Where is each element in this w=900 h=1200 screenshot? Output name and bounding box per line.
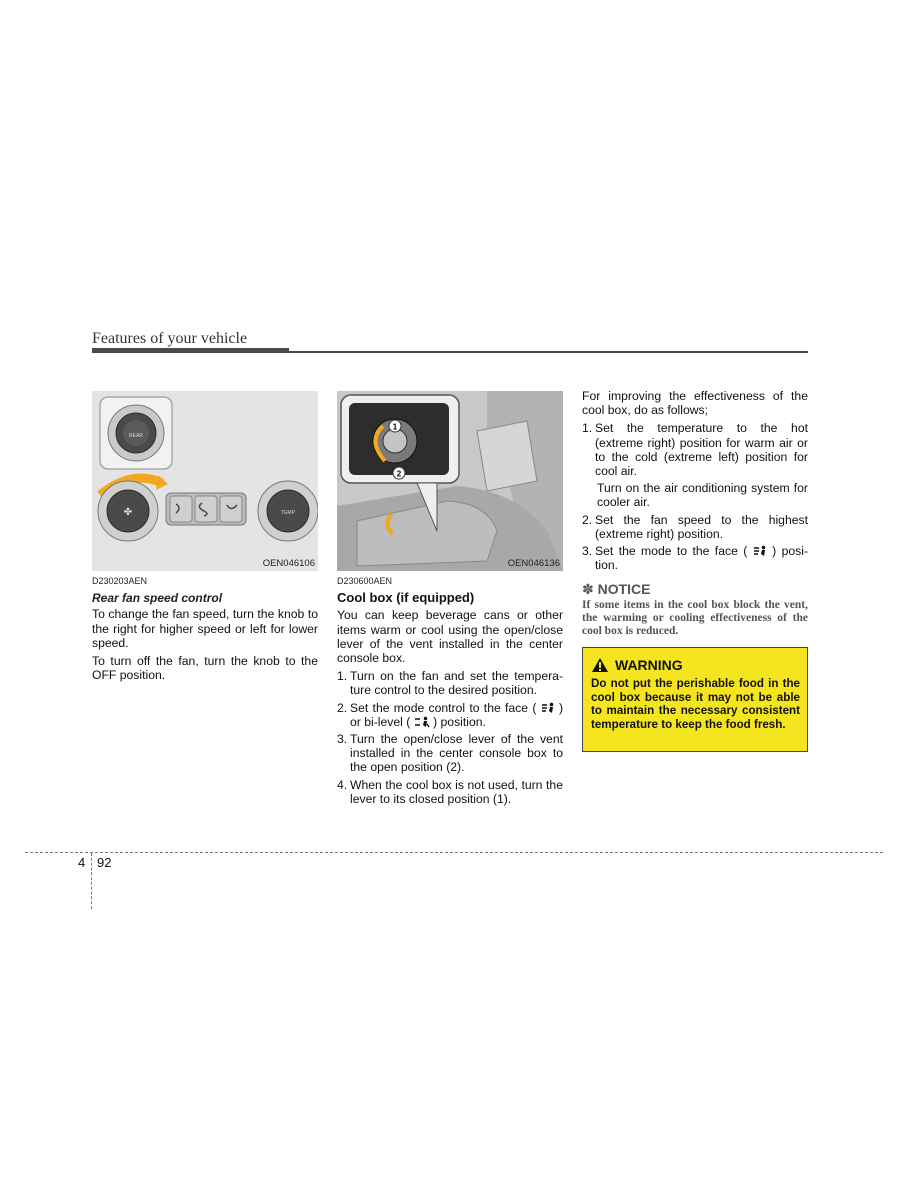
face-mode-icon: [541, 702, 555, 714]
middle-column: [337, 574, 563, 809]
paragraph: To change the fan speed, turn the knob to the right for higher speed or left for lower speed.: [92, 607, 318, 650]
warning-box: [582, 647, 808, 752]
cool-box-heading: Cool box (if equipped): [337, 590, 475, 606]
footer-vertical-rule: [91, 853, 92, 909]
page-number: 92: [97, 855, 112, 870]
cool-box-illustration: [337, 391, 563, 571]
step-note: Turn on the air conditioning system for cooler air.: [597, 481, 808, 510]
rear-climate-panel-illustration: [92, 391, 318, 571]
face-mode-icon: [753, 545, 767, 557]
rear-fan-heading: Rear fan speed control: [92, 591, 223, 606]
figure-code-middle: OEN046136: [507, 558, 560, 569]
step-item: 4. When the cool box is not used, turn the lever to its closed position (1).: [337, 777, 563, 806]
ref-code-middle: D230600AEN: [337, 576, 393, 586]
callout-1: 1: [392, 422, 398, 432]
step-item: 2. Set the fan speed to the highest (extreme right) position.: [582, 512, 808, 541]
intro-paragraph: You can keep beverage cans or other items warm or cool using the open/close lever of the vent installed in the center console box.: [337, 608, 563, 666]
warning-triangle-icon: [591, 657, 609, 673]
paragraph: To turn off the fan, turn the knob to the OFF position.: [92, 654, 318, 683]
bi-level-mode-icon: [414, 716, 430, 728]
chapter-number: 4: [78, 855, 86, 870]
warning-header: [591, 657, 800, 673]
step-item: 2. Set the mode control to the face ( ) or bi-level ( ) position.: [337, 700, 564, 729]
svg-text:✤: ✤: [123, 507, 133, 518]
ref-code-left: D230203AEN: [92, 576, 148, 586]
rear-knob-label: REAR: [129, 433, 143, 439]
header-rule-thick: [92, 348, 289, 353]
cool-box-figure: [337, 391, 563, 571]
notice-text: If some items in the cool box block the vent, the warming or cooling effectiveness of the cool box is reduced.: [582, 598, 808, 637]
callout-2: 2: [396, 469, 402, 479]
step-item: 3. Turn the open/close lever of the vent installed in the center console box to the open position (2).: [337, 732, 563, 775]
step-item: 3. Set the mode to the face ( ) position.: [582, 544, 809, 573]
step-item: 1. Set the temperature to the hot (extreme right) position for warm air or to the cold (extreme left) position for cool air.: [582, 421, 808, 479]
warning-heading: WARNING: [615, 657, 683, 673]
section-title: Features of your vehicle: [92, 330, 248, 347]
notice-heading: ✽ NOTICE: [582, 581, 651, 598]
left-column: [92, 574, 318, 686]
rear-climate-panel-figure: [92, 391, 318, 571]
warning-text: Do not put the perishable food in the cool box because it may not be able to maintain the necessary consistent temperature to keep the food fresh.: [591, 677, 800, 731]
right-column: [582, 389, 808, 638]
temp-knob-label: TEMP: [281, 510, 295, 516]
figure-code-left: OEN046106: [262, 558, 315, 569]
intro-paragraph: For improving the effectiveness of the cool box, do as follows;: [582, 389, 808, 418]
header-rule-thin: [289, 351, 808, 353]
step-item: 1. Turn on the fan and set the temperature control to the desired position.: [337, 669, 563, 698]
footer-rule: [25, 852, 883, 853]
